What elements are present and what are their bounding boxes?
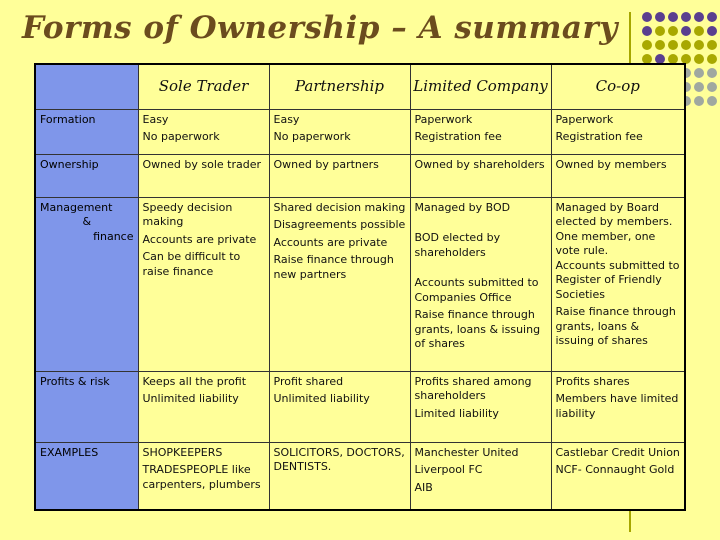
cell-line: Profit shared bbox=[273, 374, 344, 388]
table-row-profits-risk bbox=[35, 371, 685, 442]
decorative-dot bbox=[668, 40, 678, 50]
header-partnership: Partnership bbox=[269, 64, 410, 109]
row-label-text: Ownership bbox=[40, 157, 99, 171]
decorative-dot bbox=[681, 26, 691, 36]
decorative-dot bbox=[655, 40, 665, 50]
cell bbox=[551, 154, 685, 197]
cell bbox=[410, 154, 551, 197]
cell-line: Liverpool FC bbox=[414, 463, 483, 476]
header-limited-company: Limited Company bbox=[410, 64, 551, 109]
decorative-dot bbox=[707, 82, 717, 92]
cell-line: Raise finance through new partners bbox=[273, 253, 394, 281]
decorative-dot bbox=[707, 96, 717, 106]
cell-line: SOLICITORS, DOCTORS, DENTISTS. bbox=[273, 445, 405, 473]
decorative-dot bbox=[694, 40, 704, 50]
decorative-dot bbox=[655, 12, 665, 22]
cell-line: Raise finance through grants, loans & issuing of shares bbox=[414, 308, 541, 350]
cell bbox=[551, 371, 685, 442]
cell-line: Can be difficult to raise finance bbox=[142, 250, 241, 278]
cell-line: Registration fee bbox=[555, 130, 643, 143]
cell bbox=[410, 442, 551, 510]
cell-line: Unlimited liability bbox=[142, 392, 239, 405]
page-title: Forms of Ownership – A summary bbox=[22, 10, 618, 46]
cell bbox=[138, 109, 269, 154]
row-label-text: Formation bbox=[40, 112, 96, 126]
cell-line: Owned by members bbox=[555, 157, 667, 171]
table-row-formation bbox=[35, 109, 685, 154]
row-label-text: & bbox=[82, 215, 92, 228]
cell-line: Accounts are private bbox=[273, 235, 388, 249]
decorative-dot bbox=[642, 40, 652, 50]
decorative-dot bbox=[707, 26, 717, 36]
cell-line: TRADESPEOPLE like carpenters, plumbers bbox=[142, 463, 261, 491]
cell-line: Registration fee bbox=[414, 130, 502, 143]
cell bbox=[138, 442, 269, 510]
header-blank-cell bbox=[35, 64, 138, 109]
row-label-text: Profits & risk bbox=[40, 374, 110, 388]
cell-line: Unlimited liability bbox=[273, 392, 370, 405]
cell bbox=[269, 154, 410, 197]
cell-line: Keeps all the profit bbox=[142, 374, 247, 388]
ownership-summary-table bbox=[34, 63, 686, 511]
decorative-dot bbox=[681, 40, 691, 50]
decorative-dot bbox=[668, 26, 678, 36]
cell bbox=[269, 442, 410, 510]
decorative-dot bbox=[707, 68, 717, 78]
cell-line: Raise finance through grants, loans & issuing of shares bbox=[555, 305, 676, 347]
cell-line: NCF- Connaught Gold bbox=[555, 463, 675, 476]
decorative-dot bbox=[655, 26, 665, 36]
cell-line: BOD elected by shareholders bbox=[414, 231, 501, 259]
table-row-examples bbox=[35, 442, 685, 510]
cell-line: Paperwork bbox=[555, 112, 614, 126]
row-label-profits-risk bbox=[35, 371, 138, 442]
cell bbox=[138, 197, 269, 371]
cell-line: Profits shared among shareholders bbox=[414, 374, 532, 402]
cell-line: Shared decision making bbox=[273, 200, 406, 214]
header-sole-trader: Sole Trader bbox=[138, 64, 269, 109]
cell-line: Owned by sole trader bbox=[142, 157, 261, 171]
decorative-dot bbox=[707, 12, 717, 22]
cell-line: Paperwork bbox=[414, 112, 473, 126]
cell-line: Easy bbox=[273, 112, 300, 126]
cell-line: Accounts submitted to Companies Office bbox=[414, 276, 539, 304]
decorative-dot bbox=[694, 68, 704, 78]
decorative-dot bbox=[707, 54, 717, 64]
decorative-dot bbox=[694, 12, 704, 22]
decorative-dot bbox=[668, 12, 678, 22]
row-label-ownership bbox=[35, 154, 138, 197]
cell bbox=[410, 371, 551, 442]
cell-line: Accounts are private bbox=[142, 232, 257, 246]
cell bbox=[410, 109, 551, 154]
cell bbox=[551, 442, 685, 510]
cell-line: Managed by Board elected by members. One member, one vote rule. bbox=[555, 200, 673, 257]
decorative-dot bbox=[694, 96, 704, 106]
decorative-dot bbox=[642, 12, 652, 22]
header-co-op: Co-op bbox=[551, 64, 685, 109]
cell bbox=[269, 197, 410, 371]
cell bbox=[269, 371, 410, 442]
decorative-dot bbox=[681, 12, 691, 22]
cell bbox=[410, 197, 551, 371]
cell-line: Profits shares bbox=[555, 374, 630, 388]
cell-line: Disagreements possible bbox=[273, 218, 406, 231]
cell bbox=[138, 154, 269, 197]
cell-line: Manchester United bbox=[414, 445, 519, 459]
cell-line: Limited liability bbox=[414, 406, 499, 420]
row-label-text: Management bbox=[40, 200, 113, 214]
cell bbox=[551, 197, 685, 371]
row-label-formation bbox=[35, 109, 138, 154]
table-row-management-finance bbox=[35, 197, 685, 371]
cell bbox=[138, 371, 269, 442]
decorative-dot bbox=[694, 26, 704, 36]
cell bbox=[551, 109, 685, 154]
cell-line: Managed by BOD bbox=[414, 200, 511, 214]
row-label-text: EXAMPLES bbox=[40, 445, 99, 459]
decorative-dot bbox=[707, 40, 717, 50]
cell-line: No paperwork bbox=[142, 130, 220, 143]
cell-line: Accounts submitted to Register of Friendly Societies bbox=[555, 258, 680, 301]
decorative-dot bbox=[694, 54, 704, 64]
table-header-row bbox=[35, 64, 685, 109]
row-label-text: finance bbox=[93, 229, 134, 243]
table-row-ownership bbox=[35, 154, 685, 197]
cell bbox=[269, 109, 410, 154]
cell-line: Easy bbox=[142, 112, 169, 126]
row-label-management-finance bbox=[35, 197, 138, 371]
cell-line: Members have limited liability bbox=[555, 392, 679, 420]
cell-line: Owned by shareholders bbox=[414, 157, 545, 171]
cell-line: Owned by partners bbox=[273, 157, 379, 171]
cell-line: Speedy decision making bbox=[142, 200, 233, 228]
cell-line: No paperwork bbox=[273, 130, 351, 143]
cell-line: AIB bbox=[414, 480, 433, 494]
decorative-dot bbox=[694, 82, 704, 92]
row-label-examples bbox=[35, 442, 138, 510]
cell-line: SHOPKEEPERS bbox=[142, 445, 223, 459]
cell-line: Castlebar Credit Union bbox=[555, 445, 680, 459]
decorative-dot bbox=[642, 26, 652, 36]
